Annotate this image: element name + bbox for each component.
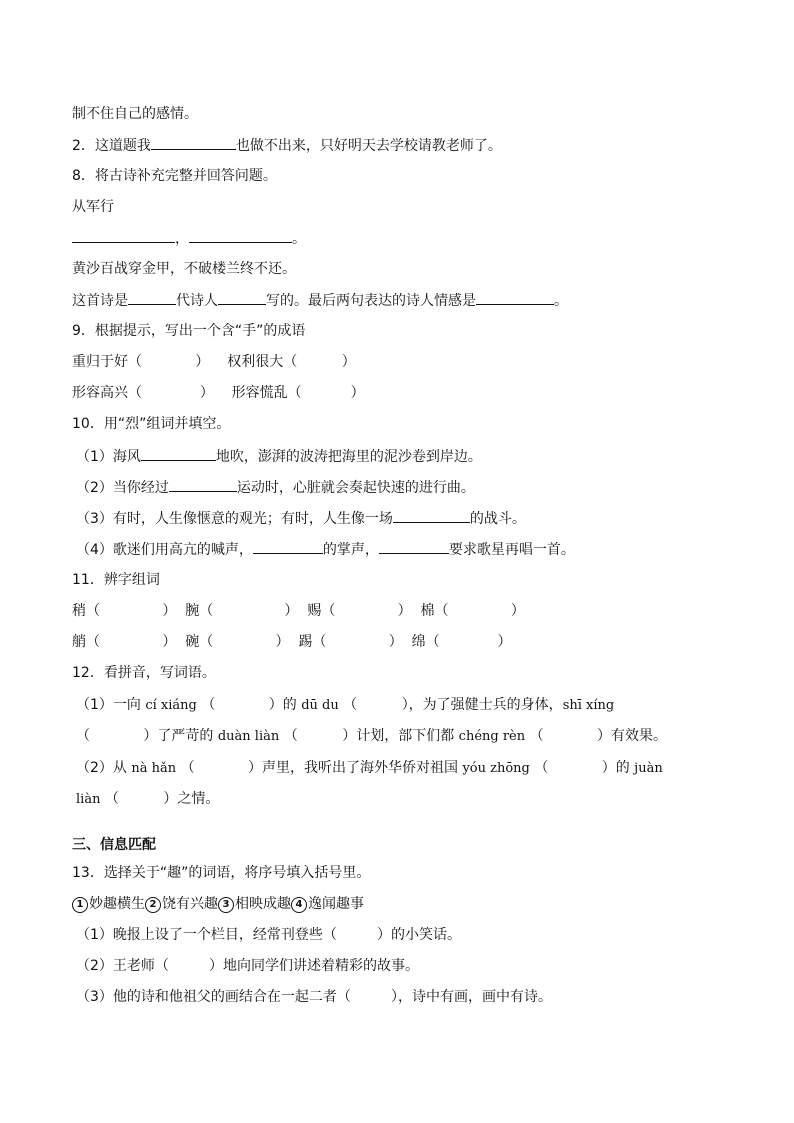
answer-blank[interactable]: [141, 446, 216, 461]
continuation-line: 制不住自己的感情。: [72, 106, 198, 122]
question-13-3: （3）他的诗和他祖父的画结合在一起二者（ ），诗中有画，画中有诗。: [76, 989, 552, 1005]
poem-line: 黄沙百战穿金甲，不破楼兰终不还。: [72, 261, 296, 277]
answer-space[interactable]: [142, 354, 195, 370]
emotion-blank[interactable]: [476, 290, 554, 305]
question-10-4: （4）歌迷们用高亢的喊声， 的掌声， 要求歌星再唱一首。: [76, 539, 575, 560]
option-number: 1: [72, 897, 88, 913]
question-12-line-3: （2）从 nà hǎn （ ）声里，我听出了海外华侨对祖国 yóu zhōng （ ）的 juàn: [76, 760, 663, 776]
question-10-3: （3）有时，人生像惬意的观光；有时，人生像一场 的战斗。: [76, 508, 526, 529]
question-11-title: 11．辨字组词: [72, 572, 160, 588]
question-12-title: 12．看拼音，写词语。: [72, 665, 216, 681]
section-3-heading: 三、信息匹配: [72, 837, 156, 853]
question-13-1: （1）晚报上设了一个栏目，经常刊登些（ ）的小笑话。: [76, 927, 461, 943]
poem-blank-2[interactable]: [189, 228, 292, 243]
question-10-title: 10．用“烈”组词并填空。: [72, 416, 231, 432]
poem-blank-line: ， 。: [72, 228, 306, 249]
option-text: 逸闻趣事: [308, 896, 364, 912]
option-text: 妙趣横生: [89, 896, 145, 912]
answer-blank[interactable]: [151, 135, 236, 150]
question-11-row-2: 艄（ ） 碗（ ） 踢（ ） 绵（ ）: [72, 634, 512, 650]
dynasty-blank[interactable]: [128, 290, 176, 305]
option-number: 4: [291, 897, 307, 913]
question-13-title: 13．选择关于“趣”的词语，将序号填入括号里。: [72, 865, 371, 881]
answer-blank[interactable]: [169, 477, 237, 492]
option-text: 饶有兴趣: [162, 896, 218, 912]
question-9-row-1: 重归于好（ ） 权利很大（ ）: [72, 354, 356, 370]
question-12-line-2: （ ）了严苛的 duàn liàn （ ）计划，部下们都 chéng rèn （ ）有效果。: [76, 728, 667, 744]
answer-space[interactable]: [142, 385, 200, 401]
question-13-2: （2）王老师（ ）地向同学们讲述着精彩的故事。: [76, 958, 419, 974]
question-13-options: [72, 894, 364, 914]
question-11-row-1: 稍（ ） 腕（ ） 赐（ ） 棉（ ）: [72, 603, 525, 619]
question-2: 2．这道题我 也做不出来，只好明天去学校请教老师了。: [72, 135, 502, 156]
option-text: 相映成趣: [235, 896, 291, 912]
question-10-2: （2）当你经过 运动时，心脏就会奏起快速的进行曲。: [76, 477, 475, 498]
poet-blank[interactable]: [218, 290, 266, 305]
question-12-line-4: liàn （ ）之情。: [76, 791, 220, 807]
question-10-1: （1）海风 地吹，澎湃的波涛把海里的泥沙卷到岸边。: [76, 446, 482, 467]
answer-blank[interactable]: [253, 539, 323, 554]
answer-space[interactable]: [302, 385, 351, 401]
answer-blank[interactable]: [379, 539, 449, 554]
poem-title: 从军行: [72, 199, 114, 215]
question-9-row-2: 形容高兴（ ） 形容慌乱（ ）: [72, 385, 365, 401]
question-12-line-1: （1）一向 cí xiáng （ ）的 dū du （ ），为了强健士兵的身体，shī xíng: [76, 697, 615, 713]
answer-blank[interactable]: [393, 508, 470, 523]
question-9-title: 9．根据提示，写出一个含“手”的成语: [72, 323, 306, 339]
option-number: 3: [218, 897, 234, 913]
answer-space[interactable]: [297, 354, 342, 370]
poem-blank-1[interactable]: [72, 228, 175, 243]
question-8-question: 这首诗是 代诗人 写的。最后两句表达的诗人情感是 。: [72, 290, 568, 311]
option-number: 2: [145, 897, 161, 913]
question-8-title: 8．将古诗补充完整并回答问题。: [72, 168, 277, 184]
